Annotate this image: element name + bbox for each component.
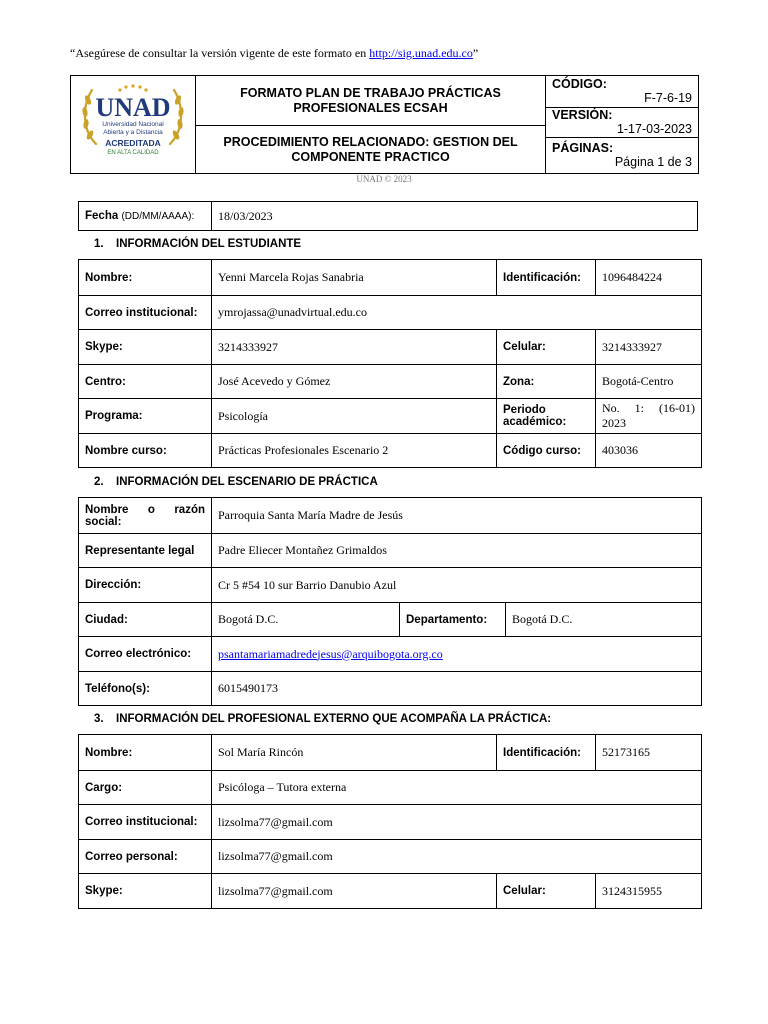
razon-social-value: Parroquia Santa María Madre de Jesús [212, 498, 702, 534]
unad-logo [78, 80, 188, 164]
scenario-email-link[interactable]: psantamariamadredejesus@arquibogota.org.co [218, 646, 443, 661]
section-2-heading: 2. INFORMACIÓN DEL ESCENARIO DE PRÁCTICA [94, 476, 378, 488]
identificacion-label: Identificación: [497, 260, 596, 296]
student-table [78, 259, 702, 468]
logo-brand: UNAD [95, 93, 171, 122]
form-title: FORMATO PLAN DE TRABAJO PRÁCTICAS PROFESIONALES ECSAH [196, 76, 546, 126]
codigo-cell [546, 76, 699, 108]
direccion-label: Dirección: [79, 568, 212, 603]
cargo-value: Psicóloga – Tutora externa [212, 771, 702, 805]
centro-value: José Acevedo y Gómez [212, 365, 497, 399]
version-notice [70, 46, 478, 61]
skype-value: 3214333927 [212, 330, 497, 365]
codigo-curso-label: Código curso: [497, 434, 596, 468]
nombre-label: Nombre: [79, 260, 212, 296]
ext-correo-personal-label: Correo personal: [79, 840, 212, 874]
notice-prefix: “Asegúrese de consultar la versión vigente de este formato en [70, 46, 370, 60]
ext-skype-label: Skype: [79, 874, 212, 909]
fecha-label: Fecha (DD/MM/AAAA): [79, 202, 212, 231]
sig-link[interactable]: http://sig.unad.edu.co [369, 46, 473, 60]
paginas-label: PÁGINAS: [552, 141, 614, 155]
centro-label: Centro: [79, 365, 212, 399]
periodo-value: No. 1: (16-01) 2023 [596, 399, 702, 434]
paginas-cell [546, 138, 699, 174]
representante-value: Padre Eliecer Montañez Grimaldos [212, 534, 702, 568]
nombre-curso-value: Prácticas Profesionales Escenario 2 [212, 434, 497, 468]
correo-institucional-value: ymrojassa@unadvirtual.edu.co [212, 296, 702, 330]
scenario-table [78, 497, 702, 706]
document-header [70, 75, 699, 174]
skype-label: Skype: [79, 330, 212, 365]
programa-value: Psicología [212, 399, 497, 434]
celular-label: Celular: [497, 330, 596, 365]
fecha-table [78, 201, 698, 231]
version-value: 1-17-03-2023 [616, 122, 692, 136]
notice-suffix: ” [472, 46, 479, 60]
correo-electronico-label: Correo electrónico: [79, 637, 212, 672]
version-cell [546, 108, 699, 138]
ext-correo-personal-value: lizsolma77@gmail.com [212, 840, 702, 874]
telefono-label: Teléfono(s): [79, 672, 212, 706]
zona-label: Zona: [497, 365, 596, 399]
codigo-curso-value: 403036 [596, 434, 702, 468]
section-1-heading: 1. INFORMACIÓN DEL ESTUDIANTE [94, 238, 302, 250]
telefono-value: 6015490173 [212, 672, 702, 706]
version-label: VERSIÓN: [552, 108, 613, 122]
nombre-curso-label: Nombre curso: [79, 434, 212, 468]
razon-social-label: Nombre o razón social: [79, 498, 212, 534]
zona-value: Bogotá-Centro [596, 365, 702, 399]
codigo-value: F-7-6-19 [644, 91, 692, 105]
programa-label: Programa: [79, 399, 212, 434]
direccion-value: Cr 5 #54 10 sur Barrio Danubio Azul [212, 568, 702, 603]
ext-skype-value: lizsolma77@gmail.com [212, 874, 497, 909]
logo-line2: Abierta y a Distancia [103, 129, 163, 136]
periodo-label: Periodo académico: [497, 399, 596, 434]
section-3-heading: 3. INFORMACIÓN DEL PROFESIONAL EXTERNO QUE ACOMPAÑA LA PRÁCTICA: [94, 713, 552, 725]
logo-badge: ACREDITADA [105, 138, 161, 148]
cargo-label: Cargo: [79, 771, 212, 805]
logo-badge-sub: EN ALTA CALIDAD [107, 150, 159, 156]
departamento-label: Departamento: [400, 603, 506, 637]
correo-institucional-label: Correo institucional: [79, 296, 212, 330]
logo-cell [71, 76, 196, 174]
nombre-value: Yenni Marcela Rojas Sanabria [212, 260, 497, 296]
ext-correo-inst-label: Correo institucional: [79, 805, 212, 840]
external-professional-table [78, 734, 702, 909]
ciudad-value: Bogotá D.C. [212, 603, 400, 637]
ext-identificacion-value: 52173165 [596, 735, 702, 771]
fecha-value: 18/03/2023 [212, 202, 698, 231]
identificacion-value: 1096484224 [596, 260, 702, 296]
logo-line1: Universidad Nacional [102, 121, 164, 128]
ciudad-label: Ciudad: [79, 603, 212, 637]
ext-nombre-label: Nombre: [79, 735, 212, 771]
correo-electronico-value [212, 637, 702, 672]
codigo-label: CÓDIGO: [552, 77, 607, 91]
paginas-value: Página 1 de 3 [614, 155, 692, 169]
ext-identificacion-label: Identificación: [497, 735, 596, 771]
celular-value: 3214333927 [596, 330, 702, 365]
copyright: UNAD © 2023 [356, 174, 412, 184]
ext-celular-label: Celular: [497, 874, 596, 909]
departamento-value: Bogotá D.C. [506, 603, 702, 637]
ext-correo-inst-value: lizsolma77@gmail.com [212, 805, 702, 840]
representante-label: Representante legal [79, 534, 212, 568]
ext-nombre-value: Sol María Rincón [212, 735, 497, 771]
ext-celular-value: 3124315955 [596, 874, 702, 909]
procedure-title: PROCEDIMIENTO RELACIONADO: GESTION DEL COMPONENTE PRACTICO [196, 126, 546, 174]
